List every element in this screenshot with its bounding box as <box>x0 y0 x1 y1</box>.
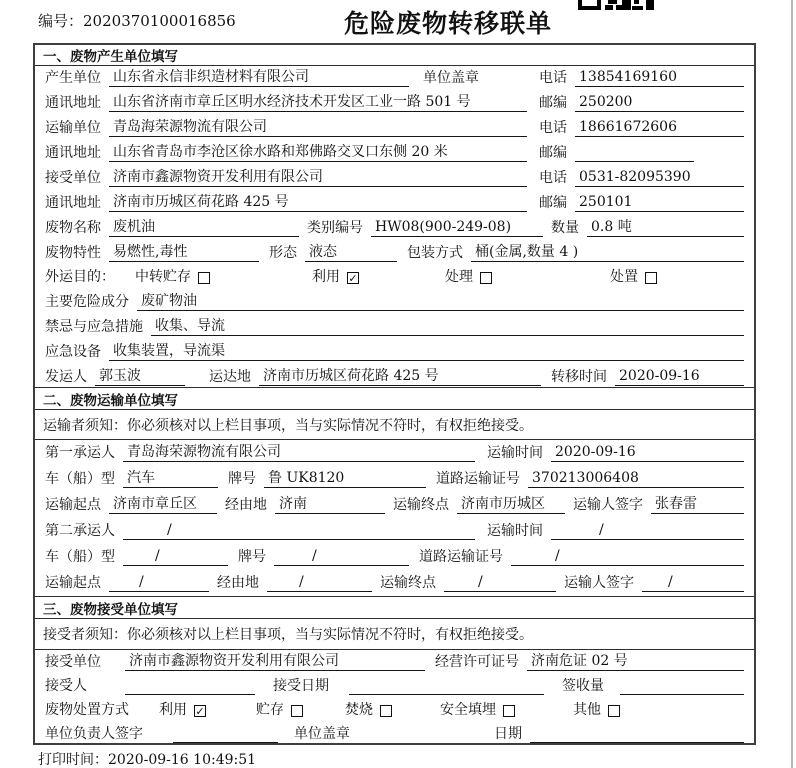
producer-address-value: 山东省济南市章丘区明水经济技术开发区工业一路 501 号 <box>109 91 527 112</box>
signed-amount-label: 签收量 <box>562 678 604 694</box>
receiver-notice: 接受者须知：你必须核对以上栏目事项，当与实际情况不符时，有权拒绝接受。 <box>35 619 754 650</box>
row-receiver <box>35 166 754 191</box>
plate1-value: 鲁 UK8120 <box>264 467 426 488</box>
taboo-value: 收集、导流 <box>151 315 744 336</box>
disposal-option-utilize <box>159 699 206 719</box>
end-label: 运输终点 <box>393 497 449 513</box>
plate-label: 牌号 <box>238 549 266 565</box>
acceptor-label: 接受人 <box>45 678 87 694</box>
section2-rows <box>35 440 754 596</box>
purpose-option-dispose <box>610 266 657 286</box>
end1-value: 济南市历城区 <box>457 493 565 514</box>
checkbox-utilize: ✓ <box>348 272 358 285</box>
checkbox-disposal-utilize: ✓ <box>195 705 205 718</box>
disposal-option-incinerate <box>345 699 392 719</box>
phone-label: 电话 <box>539 170 567 186</box>
vehicle1-value: 汽车 <box>123 467 218 488</box>
producer-value: 山东省永信非织造材料有限公司 <box>109 66 409 87</box>
origin-label: 运输起点 <box>45 575 101 591</box>
option-label: 处理 <box>445 269 473 285</box>
option-label: 处置 <box>610 269 638 285</box>
trait-value: 易燃性,毒性 <box>109 241 259 262</box>
quantity-label: 数量 <box>551 220 579 236</box>
end2-value: / <box>444 574 556 592</box>
via2-value: / <box>267 574 372 592</box>
carrier1-value: 青岛海荣源物流有限公司 <box>123 441 475 462</box>
row-producer <box>35 66 754 91</box>
checkbox-disposal-landfill <box>503 705 515 717</box>
equipment-label: 应急设备 <box>45 344 101 360</box>
option-label: 焚烧 <box>345 702 373 718</box>
transporter-phone-value: 18661672606 <box>575 119 744 137</box>
shipper-value: 郭玉波 <box>95 365 185 386</box>
carrier-sign-label: 运输人签字 <box>573 497 643 513</box>
acceptor-value <box>125 677 255 695</box>
section3-rows <box>35 650 754 747</box>
via1-value: 济南 <box>275 493 385 514</box>
row-carrier1 <box>35 440 754 466</box>
disposal-option-other <box>573 699 620 719</box>
origin1-value: 济南市章丘区 <box>109 493 217 514</box>
row-disposal-method <box>35 699 754 723</box>
date-value <box>530 725 744 743</box>
destination-value: 济南市历城区荷花路 425 号 <box>259 365 541 386</box>
origin-label: 运输起点 <box>45 497 101 513</box>
transporter-zip-value <box>575 144 694 162</box>
accept-date-value <box>349 677 544 695</box>
checkbox-dispose <box>645 272 657 284</box>
transporter-label: 运输单位 <box>45 120 101 136</box>
section2-heading: 二、废物运输单位填写 <box>35 387 754 410</box>
transporter-address-value: 山东省青岛市李沧区徐水路和郑佛路交叉口东侧 20 米 <box>109 141 527 162</box>
option-label: 利用 <box>312 269 340 285</box>
transfer-time-label: 转移时间 <box>551 369 607 385</box>
row-waste-trait <box>35 241 754 266</box>
accept-unit-value: 济南市鑫源物资开发利用有限公司 <box>125 650 425 671</box>
disposal-option-storage <box>256 699 303 719</box>
option-label: 其他 <box>573 702 601 718</box>
purpose-option-utilize <box>312 266 359 286</box>
accept-unit-label: 接受单位 <box>45 654 101 670</box>
license-label: 经营许可证号 <box>435 654 519 670</box>
option-label: 利用 <box>159 702 187 718</box>
equipment-value: 收集装置，导流渠 <box>109 340 744 361</box>
purpose-label: 外运目的： <box>45 269 115 285</box>
row-emergency-equipment <box>35 340 754 365</box>
receiver-phone-value: 0531-82095390 <box>575 169 744 187</box>
section1-heading: 一、废物产生单位填写 <box>35 45 754 66</box>
taboo-label: 禁忌与应急措施 <box>45 319 143 335</box>
plate2-value: / <box>274 548 409 566</box>
transporter-notice: 运输者须知：你必须核对以上栏目事项，当与实际情况不符时，有权拒绝接受。 <box>35 410 754 440</box>
row-producer-address <box>35 91 754 116</box>
disposal-method-label: 废物处置方式 <box>45 702 129 718</box>
origin2-value: / <box>109 574 209 592</box>
option-label: 安全填埋 <box>440 702 496 718</box>
transport-time2-value: / <box>551 522 744 540</box>
phone-label: 电话 <box>539 120 567 136</box>
via-label: 经由地 <box>217 575 259 591</box>
road-permit1-value: 370213006408 <box>528 470 744 488</box>
plate-label: 牌号 <box>228 471 256 487</box>
disposal-option-landfill <box>440 699 515 719</box>
row-vehicle1 <box>35 466 754 492</box>
hazard-label: 主要危险成分 <box>45 294 129 310</box>
producer-label: 产生单位 <box>45 70 101 86</box>
signed-amount-value <box>620 677 744 695</box>
destination-label: 运达地 <box>209 369 251 385</box>
form-label: 形态 <box>269 245 297 261</box>
date-label: 日期 <box>494 726 522 742</box>
carrier1-label: 第一承运人 <box>45 445 115 461</box>
row-taboo-measures <box>35 315 754 340</box>
sign1-value: 张春雷 <box>651 493 744 514</box>
waste-name-label: 废物名称 <box>45 220 101 236</box>
producer-phone-value: 13854169160 <box>575 69 744 87</box>
print-time <box>38 749 256 768</box>
road-permit-label: 道路运输证号 <box>419 549 503 565</box>
transport-time-label: 运输时间 <box>487 445 543 461</box>
transporter-value: 青岛海荣源物流有限公司 <box>109 116 527 137</box>
row-carrier2 <box>35 518 754 544</box>
receiver-label: 接受单位 <box>45 170 101 186</box>
accept-date-label: 接受日期 <box>273 678 329 694</box>
trait-label: 废物特性 <box>45 245 101 261</box>
receiver-address-value: 济南市历城区荷花路 425 号 <box>109 191 527 212</box>
receiver-zip-value: 250101 <box>575 194 744 212</box>
road-permit2-value: / <box>511 548 744 566</box>
section1-rows <box>35 66 754 387</box>
carrier-sign-label: 运输人签字 <box>564 575 634 591</box>
carrier2-value: / <box>123 522 475 540</box>
doc-number-label: 编号： <box>38 12 84 30</box>
producer-zip-value: 250200 <box>575 94 744 112</box>
category-label: 类别编号 <box>307 220 363 236</box>
responsible-sign-value <box>173 725 278 743</box>
waste-name-value: 废机油 <box>109 216 299 237</box>
packing-label: 包装方式 <box>407 245 463 261</box>
section3-heading: 三、废物接受单位填写 <box>35 596 754 619</box>
vehicle-type-label: 车（船）型 <box>45 549 115 565</box>
row-shipper <box>35 365 754 390</box>
vehicle-type-label: 车（船）型 <box>45 471 115 487</box>
page-title: 危险废物转移联单 <box>343 9 552 38</box>
checkbox-disposal-other <box>608 705 620 717</box>
row-hazard-component <box>35 290 754 315</box>
zip-label: 邮编 <box>539 145 567 161</box>
category-value: HW08(900-249-08) <box>371 219 543 237</box>
license-value: 济南危证 02 号 <box>527 650 744 671</box>
row-accept-unit <box>35 650 754 675</box>
address-label: 通讯地址 <box>45 195 101 211</box>
unit-seal-label: 单位盖章 <box>294 726 350 742</box>
phone-label: 电话 <box>539 70 567 86</box>
print-time-value: 2020-09-16 10:49:51 <box>108 752 257 768</box>
option-label: 贮存 <box>256 702 284 718</box>
checkbox-transfer-storage <box>198 272 210 284</box>
row-acceptor <box>35 675 754 699</box>
qr-code-partial-icon <box>578 0 654 11</box>
packing-value: 桶(金属,数量 4 ) <box>471 241 744 262</box>
hazard-value: 废矿物油 <box>137 290 744 311</box>
doc-number-value: 2020370100016856 <box>83 12 236 30</box>
row-transfer-purpose <box>35 266 754 290</box>
end-label: 运输终点 <box>380 575 436 591</box>
receiver-value: 济南市鑫源物资开发利用有限公司 <box>109 166 527 187</box>
row-vehicle2 <box>35 544 754 570</box>
page-right-edge <box>791 0 793 768</box>
road-permit-label: 道路运输证号 <box>436 471 520 487</box>
checkbox-treat <box>480 272 492 284</box>
purpose-option-transfer-storage <box>135 266 210 286</box>
unit-seal-label: 单位盖章 <box>423 70 479 86</box>
quantity-value: 0.8 吨 <box>587 216 744 237</box>
row-route2 <box>35 570 754 596</box>
row-responsible-sign <box>35 723 754 747</box>
zip-label: 邮编 <box>539 195 567 211</box>
transfer-time-value: 2020-09-16 <box>615 368 744 386</box>
checkbox-disposal-incinerate <box>380 705 392 717</box>
via-label: 经由地 <box>225 497 267 513</box>
sign2-value: / <box>642 574 744 592</box>
transport-time1-value: 2020-09-16 <box>551 444 744 462</box>
responsible-sign-label: 单位负责人签字 <box>45 726 143 742</box>
row-receiver-address <box>35 191 754 216</box>
carrier2-label: 第二承运人 <box>45 523 115 539</box>
print-time-label: 打印时间： <box>38 752 108 768</box>
transport-time-label: 运输时间 <box>487 523 543 539</box>
form-box <box>33 43 756 745</box>
zip-label: 邮编 <box>539 95 567 111</box>
address-label: 通讯地址 <box>45 145 101 161</box>
purpose-option-treat <box>445 266 492 286</box>
checkbox-disposal-storage <box>291 705 303 717</box>
row-transporter-address <box>35 141 754 166</box>
row-waste-name <box>35 216 754 241</box>
vehicle2-value: / <box>123 548 228 566</box>
row-transporter <box>35 116 754 141</box>
row-route1 <box>35 492 754 518</box>
option-label: 中转贮存 <box>135 269 191 285</box>
shipper-label: 发运人 <box>45 369 87 385</box>
form-value: 液态 <box>305 241 397 262</box>
address-label: 通讯地址 <box>45 95 101 111</box>
